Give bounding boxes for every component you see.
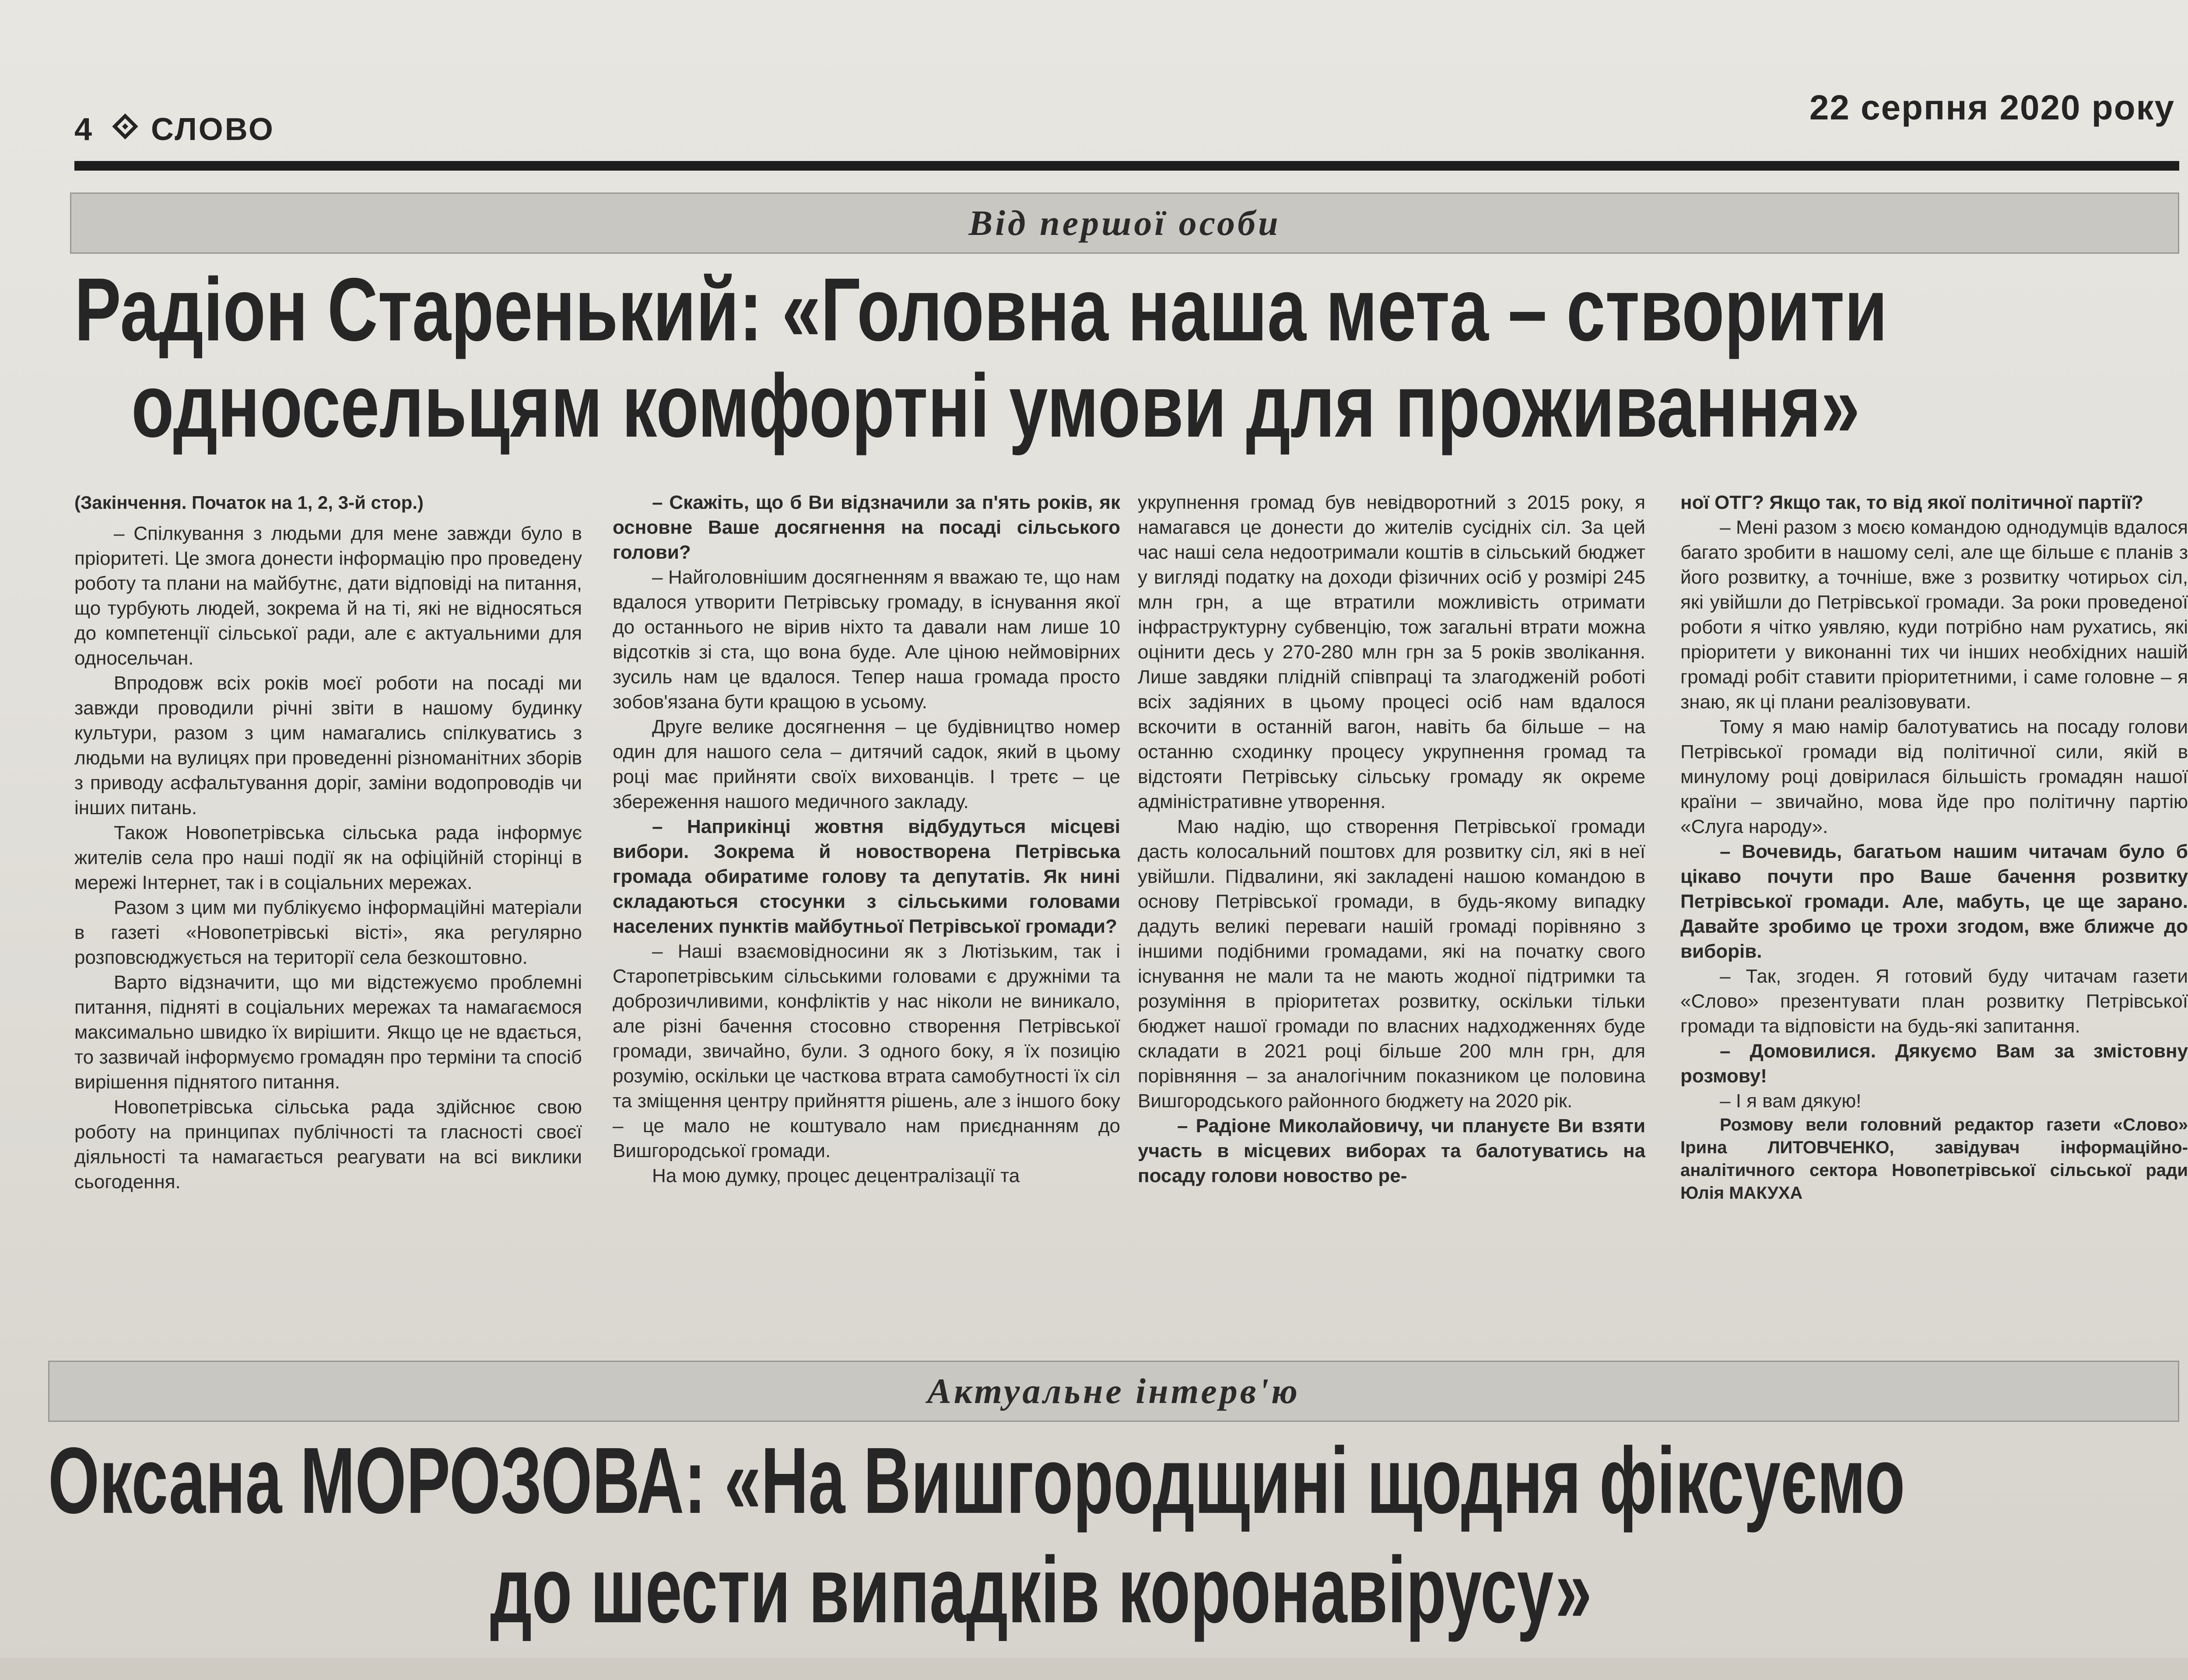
article-column-3: [1138, 490, 1645, 1343]
continuation-note: (Закінчення. Початок на 1, 2, 3-й стор.): [74, 492, 424, 513]
masthead: [74, 74, 2175, 162]
headline-line-2: односельцям комфортні умови для проживання»: [131, 356, 1860, 456]
column-1-body: [74, 521, 582, 1194]
article-paragraph: Друге велике досягнення – це будівництво номер один для нашого села – дитячий садок, який в цьому році має прийняти своїх вихованців. І третє – це збереження нашого медичного закладу.: [613, 716, 1120, 812]
article-paragraph: Новопетрівська сільська рада здійснює свою роботу на принципах публічності та гласності своєї діяльності та намагається реагувати на всі виклики сьогодення.: [74, 1096, 582, 1193]
issue-date: 22 серпня 2020 року: [1809, 88, 2175, 127]
article-paragraph: Впродовж всіх років моєї роботи на посаді ми завжди проводили річні звіти в нашому будинку культури, разом з цим намагались спілкуватись з людьми на вулицях при проведенні різноманітних зборів з приводу асфальтування доріг, заміни водопроводів чи інших питань.: [74, 672, 582, 819]
interview-question: – Вочевидь, багатьом нашим читачам було б цікаво почути про Ваше бачення розвитку Петрівської громади. Але, мабуть, це ще зарано. Давайте зробимо це трохи згодом, вже ближче до виборів.: [1680, 841, 2188, 962]
interview-question: ної ОТГ? Якщо так, то від якої політичної партії?: [1680, 492, 2144, 513]
page-number: 4: [74, 112, 92, 147]
diamond-ornament-icon: [112, 113, 138, 139]
second-headline-line-2: до шести випадків коронавірусу»: [490, 1537, 1592, 1642]
article-paragraph: – І я вам дякую!: [1720, 1090, 1862, 1112]
rubric-label-2: Актуальне інтерв'ю: [927, 1371, 1300, 1411]
article-paragraph: – Так, згоден. Я готовий буду читачам газети «Слово» презентувати план розвитку Петрівської громади та відповісти на будь-які запитання.: [1680, 966, 2188, 1037]
page-bottom-edge: [0, 1658, 2188, 1680]
interview-question: – Наприкінці жовтня відбудуться місцеві вибори. Зокрема й новостворена Петрівська громада обиратиме голову та депутатів. Як нині складаються стосунки з сільськими головами населених пунктів майбутньої Петрівської громади?: [613, 816, 1120, 937]
article-paragraph: Разом з цим ми публікуємо інформаційні матеріали в газеті «Новопетрівські вісті», яка регулярно розповсюджується на території села безкоштовно.: [74, 897, 582, 968]
article-column-1: [74, 490, 582, 1343]
second-headline-line-1: Оксана МОРОЗОВА: «На Вишгородщині щодня фіксуємо: [48, 1428, 1905, 1533]
interview-question: – Радіоне Миколайовичу, чи плануєте Ви взяти участь в місцевих виборах та балотуватись на посаду голови новоство ре-: [1138, 1115, 1645, 1186]
rubric-band-interview: [48, 1361, 2179, 1422]
article-paragraph: На мою думку, процес децентралізації та: [652, 1165, 1020, 1186]
article-paragraph: – Наші взаємовідносини як з Лютізьким, так і Старопетрівським сільськими головами є дружніми та доброзичливими, конфліктів у нас ніколи не виникало, але різні бачення стосовно створення Петрівської громади, звичайно, були. З одного боку, я їх позицію розумію, оскільки це часткова втрата самобутності їх сіл та зміщення центру прийняття рішень, але з іншого боку – це мало не коштувало нам приєднанням до Вишгородської громади.: [613, 941, 1120, 1162]
column-4-body: [1680, 490, 2188, 1113]
masthead-rule: [74, 161, 2179, 171]
article-paragraph: Тому я маю намір балотуватись на посаду голови Петрівської громади від політичної сили, якій в минулому році довірилася більшість громадян нашої країни – звичайно, мова йде про політичну партію «Слуга народу».: [1680, 716, 2188, 837]
headline-line-1: Радіон Старенький: «Головна наша мета – створити: [74, 259, 1888, 360]
article-paragraph: – Найголовнішим досягненням я вважаю те, що нам вдалося утворити Петрівську громаду, в існування якої до останнього не вірив ніхто та давали нам лише 10 відсотків зі ста, що вона буде. Але ціною неймовірних зусиль нам це вдалося. Тепер наша громада просто зобов'язана бути кращою в усьому.: [613, 567, 1120, 713]
interview-question: – Домовилися. Дякуємо Вам за змістовну розмову!: [1680, 1040, 2188, 1087]
newspaper-name: СЛОВО: [151, 112, 275, 147]
article-paragraph: – Мені разом з моєю командою однодумців вдалося багато зробити в нашому селі, але ще більше є планів з його розвитку, а точніше, вже з розвитку чотирьох сіл, які увійшли до Петрівської громади. За роки проведеної роботи я чітко уявляю, куди потрібно нам рухатись, які пріоритети у виконанні тих чи інших необхідних нашій громаді робіт ставити пріоритетними, і саме головне – я знаю, як ці плани реалізовувати.: [1680, 517, 2188, 713]
rubric-label: Від першої особи: [968, 203, 1281, 243]
interview-question: – Скажіть, що б Ви відзначили за п'ять років, як основне Ваше досягнення на посаді сільського голови?: [613, 492, 1120, 563]
article-paragraph: – Спілкування з людьми для мене завжди було в пріоритеті. Це змога донести інформацію про проведену роботу та плани на майбутнє, дати відповіді на питання, що турбують людей, зокрема й на ті, які не відносяться до компетенції сільської ради, але є актуальними для односельчан.: [74, 523, 582, 669]
rubric-band-first-person: [70, 192, 2179, 254]
interview-credits: Розмову вели головний редактор газети «Слово» Ірина ЛИТОВЧЕНКО, завідувач інформаційно-аналітичного сектора Новопетрівської сільської ради Юлія МАКУХА: [1680, 1115, 2188, 1203]
article-paragraph: Маю надію, що створення Петрівської громади дасть колосальний поштовх для розвитку сіл, які в неї увійшли. Підвалини, які закладені нашою командою в основу Петрівської громади, в будь-якому випадку дадуть великі переваги нашій громаді порівняно з іншими подібними громадами, які на початку свого існування не мали та не мають жодної підтримки та розуміння в пріоритетах розвитку, оскільки тільки бюджет нашої громади по власних надходженнях буде складати в 2021 році більше 200 млн грн, для порівняння – за аналогічним показником це половина Вишгородського районного бюджету на 2020 рік.: [1138, 816, 1645, 1112]
column-3-body: [1138, 490, 1645, 1188]
article-column-4: [1680, 490, 2188, 1343]
article-column-2: [613, 490, 1120, 1343]
column-2-body: [613, 490, 1120, 1188]
article-paragraph: Також Новопетрівська сільська рада інформує жителів села про наші події як на офіційній сторінці в мережі Інтернет, так і в соціальних мережах.: [74, 822, 582, 893]
article-paragraph: Варто відзначити, що ми відстежуємо проблемні питання, підняті в соціальних мережах та намагаємося максимально швидко їх вирішити. Якщо це не вдається, то зазвичай інформуємо громадян про терміни та спосіб вирішення піднятого питання.: [74, 972, 582, 1093]
article-paragraph: укрупнення громад був невідворотний з 2015 року, я намагався це донести до жителів сусідніх сіл. За цей час наші села недоотримали коштів в сільський бюджет у вигляді податку на доходи фізичних осіб у розмірі 245 млн грн, а ще втратили можливість отримати інфраструктурну субвенцію, тож загальні втрати можна оцінити десь у 270-280 млн грн за 5 років зволікання. Лише завдяки плідній співпраці та злагодженій роботі всіх задіяних в цьому процесі осіб нам вдалося вскочити в останній вагон, навіть ба більше – на останню сходинку процесу укрупнення громад та відстояти Петрівську сільську громаду як окреме адміністративне утворення.: [1138, 492, 1645, 812]
